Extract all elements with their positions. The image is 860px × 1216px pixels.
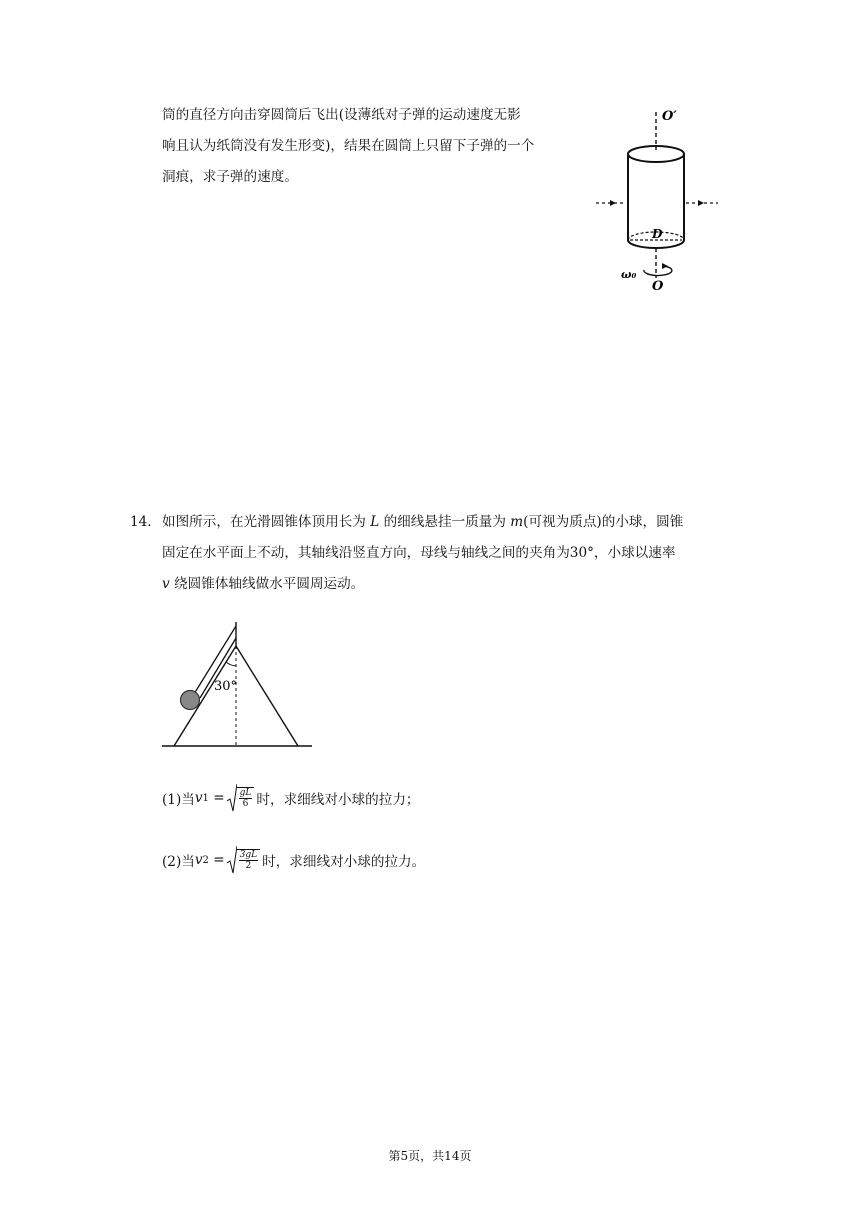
sub1-var: v: [194, 790, 203, 806]
sub2-eq: =: [213, 852, 225, 868]
label-o: O: [652, 279, 664, 294]
sub2-suffix: 时，求细线对小球的拉力。: [262, 854, 426, 870]
var-l: L: [370, 514, 380, 530]
problem14-line1-c: (可视为质点)的小球，圆锥: [523, 514, 684, 530]
problem14-line-3: [130, 569, 730, 600]
sub1-suffix: 时，求细线对小球的拉力；: [256, 792, 420, 808]
sqrt-2: [227, 845, 260, 875]
subquestion-2: [162, 843, 425, 877]
cylinder-figure: [588, 100, 728, 300]
problem14-line-1: [130, 507, 730, 538]
cone-figure: [160, 616, 320, 752]
sub2-denominator: 2: [245, 861, 252, 871]
sub2-numerator: 3gL: [239, 850, 258, 860]
subquestion-1: [162, 781, 420, 815]
sqrt-1: [227, 783, 255, 813]
sub1-denominator: 6: [242, 799, 249, 809]
problem-number: 14.: [130, 514, 152, 530]
sub2-var: v: [194, 852, 203, 868]
label-omega: ω₀: [621, 268, 637, 281]
problem13-line-2: 响且认为纸筒没有发生形变)，结果在圆筒上只留下子弹的一个: [162, 138, 535, 154]
problem14-text: [130, 507, 730, 600]
problem13-line-1: 筒的直径方向击穿圆筒后飞出(设薄纸对子弹的运动速度无影: [162, 107, 521, 123]
problem13-line-3: 洞痕，求子弹的速度。: [162, 169, 298, 185]
problem13-text: [162, 100, 582, 193]
sub1-numerator: gL: [239, 788, 252, 798]
problem14-line1-b: 的细线悬挂一质量为: [383, 514, 506, 530]
sub2-prefix: (2)当: [162, 854, 195, 870]
angle-label: 30°: [214, 679, 238, 694]
sub1-eq: =: [213, 790, 225, 806]
problem14-line-2: 固定在水平面上不动，其轴线沿竖直方向，母线与轴线之间的夹角为30°，小球以速率: [162, 545, 676, 561]
problem14-line1-a: 如图所示，在光滑圆锥体顶用长为: [162, 514, 366, 530]
ball: [181, 691, 200, 710]
sub1-prefix: (1)当: [162, 792, 195, 808]
sub1-subscript: 1: [202, 792, 209, 804]
page-footer: 第5页，共14页: [388, 1149, 472, 1163]
var-v: v: [162, 576, 170, 592]
sub2-subscript: 2: [202, 854, 209, 866]
label-o-prime: O′: [662, 109, 677, 124]
var-m: m: [510, 514, 524, 530]
label-d: D: [652, 227, 663, 241]
problem14-line3-b: 绕圆锥体轴线做水平圆周运动。: [174, 576, 365, 592]
